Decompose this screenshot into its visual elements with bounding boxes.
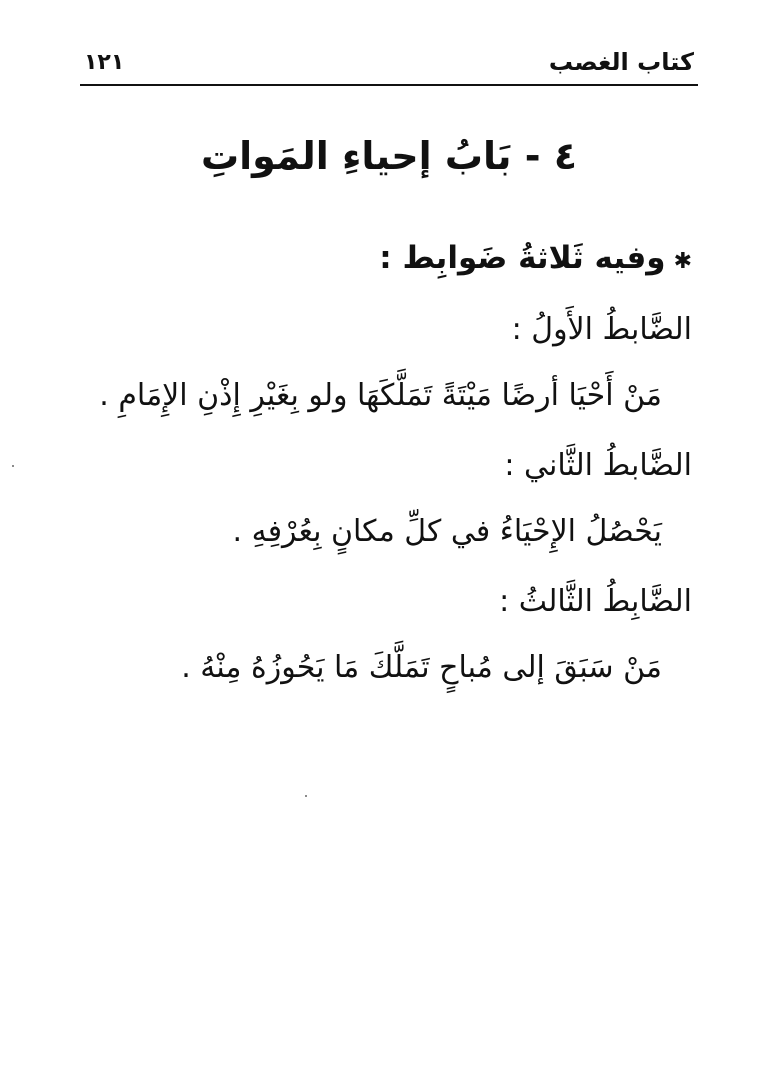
rule-heading-1: الضَّابطُ الأَولُ : <box>511 312 692 347</box>
rule-text-1: مَنْ أَحْيَا أرضًا مَيْتَةً تَمَلَّكَهَا ولو بِغَيْرِ إِذْنِ الإِمَامِ . <box>99 378 662 413</box>
page-number: ١٢١ <box>84 50 125 75</box>
intro-line <box>379 240 692 276</box>
scan-speck <box>305 795 307 797</box>
intro-text: وفيه ثَلاثةُ ضَوابِط : <box>379 240 666 276</box>
rule-text-2: يَحْصُلُ الإِحْيَاءُ في كلِّ مكانٍ بِعُرْفِهِ . <box>232 514 662 549</box>
rule-text-3: مَنْ سَبَقَ إلى مُباحٍ تَمَلَّكَ مَا يَحُوزُهُ مِنْهُ . <box>181 650 662 685</box>
scan-speck <box>12 465 14 467</box>
running-title: كتاب الغصب <box>548 48 694 76</box>
page-header <box>80 44 698 86</box>
rule-heading-2: الضَّابطُ الثَّاني : <box>504 448 692 483</box>
header-rule <box>80 84 698 86</box>
chapter-title: ٤ - بَابُ إحياءِ المَواتِ <box>200 134 578 178</box>
bullet-icon: ✱ <box>673 249 692 274</box>
rule-heading-3: الضَّابِطُ الثَّالثُ : <box>499 584 692 619</box>
